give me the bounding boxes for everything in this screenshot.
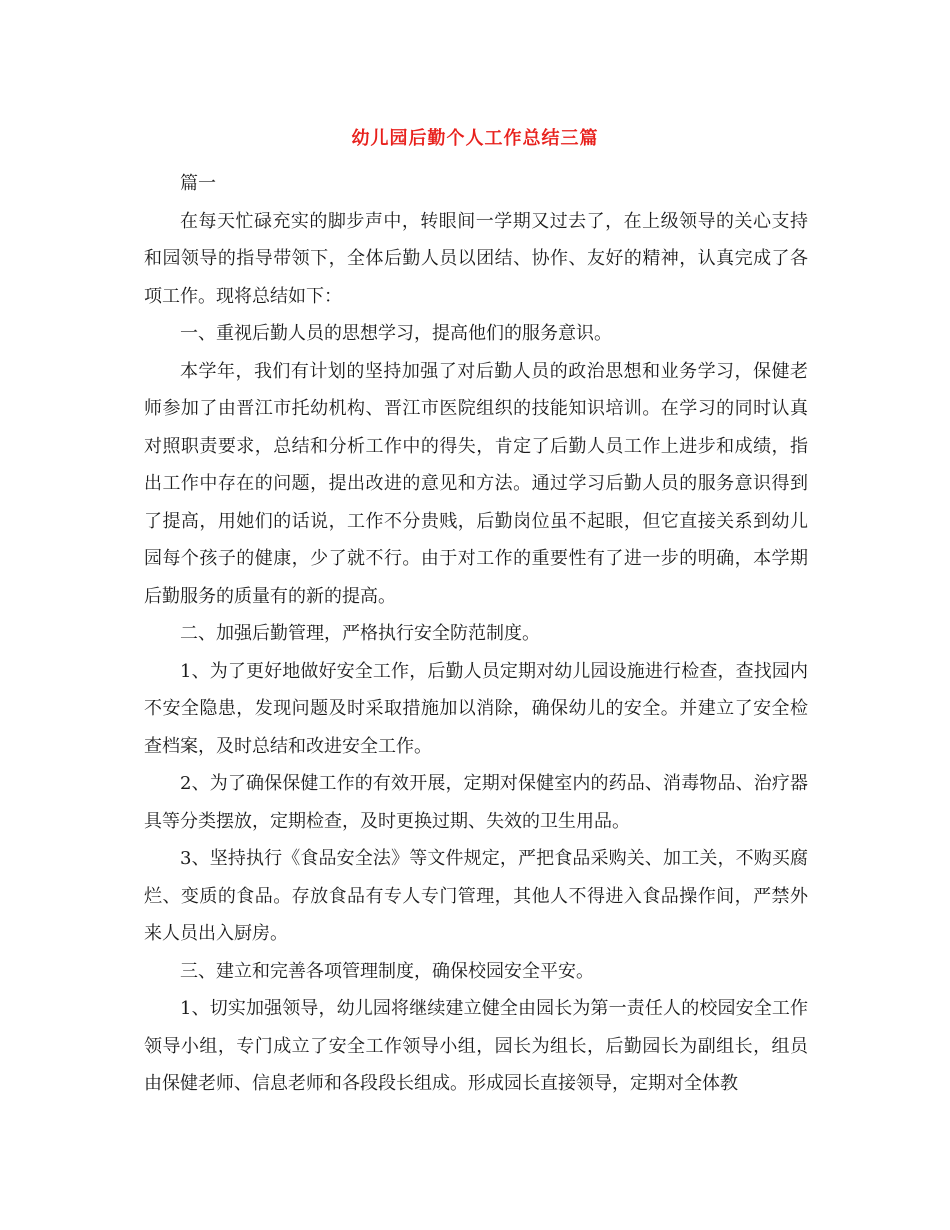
body-paragraph: 1、切实加强领导，幼儿园将继续建立健全由园长为第一责任人的校园安全工作领导小组，专门成立了安全工作领导小组，园长为组长，后勤园长为副组长，组员由保健老师、信息老师和各段段长组成。形成园长直接领导，定期对全体教 (144, 998, 808, 1094)
body-paragraph: 3、坚持执行《食品安全法》等文件规定，严把食品采购关、加工关，不购买腐烂、变质的食品。存放食品有专人专门管理，其他人不得进入食品操作间，严禁外来人员出入厨房。 (144, 848, 808, 944)
document-title: 幼儿园后勤个人工作总结三篇 (351, 128, 599, 149)
document-body (144, 165, 808, 1103)
section-heading-part-one: 篇一 (180, 173, 216, 194)
body-paragraph: 1、为了更好地做好安全工作，后勤人员定期对幼儿园设施进行检查，查找园内不安全隐患，发现问题及时采取措施加以消除，确保幼儿的安全。并建立了安全检查档案，及时总结和改进安全工作。 (144, 660, 808, 757)
section-heading-2: 二、加强后勤管理，严格执行安全防范制度。 (180, 623, 540, 644)
body-paragraph-intro: 在每天忙碌充实的脚步声中，转眼间一学期又过去了，在上级领导的关心支持和园领导的指导带领下，全体后勤人员以团结、协作、友好的精神，认真完成了各项工作。现将总结如下： (144, 210, 808, 307)
section-heading-3: 三、建立和完善各项管理制度，确保校园安全平安。 (180, 960, 594, 982)
body-paragraph: 2、为了确保保健工作的有效开展，定期对保健室内的药品、消毒物品、治疗器具等分类摆放，定期检查，及时更换过期、失效的卫生用品。 (144, 773, 808, 832)
section-heading-1: 一、重视后勤人员的思想学习，提高他们的服务意识。 (180, 323, 612, 344)
body-paragraph: 本学年，我们有计划的坚持加强了对后勤人员的政治思想和业务学习，保健老师参加了由晋江市托幼机构、晋江市医院组织的技能知识培训。在学习的同时认真对照职责要求，总结和分析工作中的得失，肯定了后勤人员工作上进步和成绩，指出工作中存在的问题，提出改进的意见和方法。通过学习后勤人员的服务意识得到了提高，用她们的话说，工作不分贵贱，后勤岗位虽不起眼，但它直接关系到幼儿园每个孩子的健康，少了就不行。由于对工作的重要性有了进一步的明确，本学期后勤服务的质量有的新的提高。 (144, 360, 808, 607)
